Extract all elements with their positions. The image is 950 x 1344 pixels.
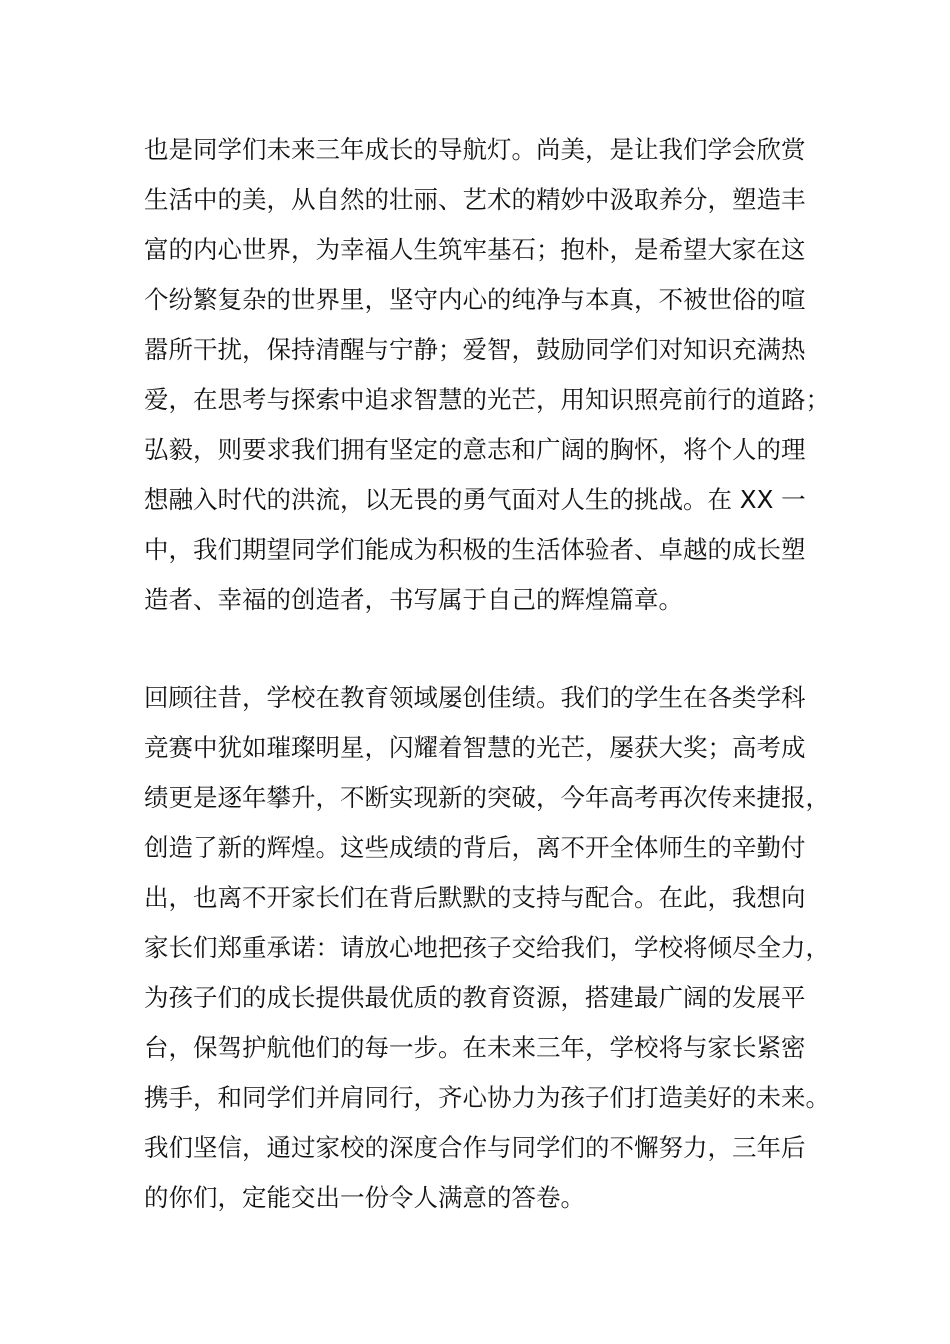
paragraph-line: 造者、幸福的创造者，书写属于自己的辉煌篇章。	[144, 585, 683, 614]
paragraph-line: 想融入时代的洪流，以无畏的勇气面对人生的挑战。在 XX 一	[144, 485, 806, 514]
paragraph-line: 创造了新的辉煌。这些成绩的背后，离不开全体师生的辛勤付	[144, 833, 806, 862]
paragraph-line: 我们坚信，通过家校的深度合作与同学们的不懈努力，三年后	[144, 1133, 806, 1162]
paragraph-school-motto	[144, 125, 834, 625]
paragraph-line: 绩更是逐年攀升，不断实现新的突破，今年高考再次传来捷报，	[144, 783, 830, 812]
paragraph-line: 富的内心世界，为幸福人生筑牢基石；抱朴，是希望大家在这	[144, 235, 806, 264]
paragraph-line: 为孩子们的成长提供最优质的教育资源，搭建最广阔的发展平	[144, 983, 806, 1012]
paragraph-line: 个纷繁复杂的世界里，坚守内心的纯净与本真，不被世俗的喧	[144, 285, 806, 314]
paragraph-line: 也是同学们未来三年成长的导航灯。尚美，是让我们学会欣赏	[144, 135, 806, 164]
paragraph-line: 竞赛中犹如璀璨明星，闪耀着智慧的光芒，屡获大奖；高考成	[144, 733, 806, 762]
paragraph-line: 回顾往昔，学校在教育领域屡创佳绩。我们的学生在各类学科	[144, 683, 806, 712]
paragraph-line: 嚣所干扰，保持清醒与宁静；爱智，鼓励同学们对知识充满热	[144, 335, 806, 364]
paragraph-line: 生活中的美，从自然的壮丽、艺术的精妙中汲取养分，塑造丰	[144, 185, 806, 214]
paragraph-line: 家长们郑重承诺：请放心地把孩子交给我们，学校将倾尽全力，	[144, 933, 830, 962]
paragraph-school-achievements	[144, 673, 834, 1223]
paragraph-line: 爱，在思考与探索中追求智慧的光芒，用知识照亮前行的道路；	[144, 385, 830, 414]
paragraph-line: 中，我们期望同学们能成为积极的生活体验者、卓越的成长塑	[144, 535, 806, 564]
paragraph-line: 携手，和同学们并肩同行，齐心协力为孩子们打造美好的未来。	[144, 1083, 830, 1112]
paragraph-line: 台，保驾护航他们的每一步。在未来三年，学校将与家长紧密	[144, 1033, 806, 1062]
paragraph-line: 出，也离不开家长们在背后默默的支持与配合。在此，我想向	[144, 883, 806, 912]
paragraph-line: 弘毅，则要求我们拥有坚定的意志和广阔的胸怀，将个人的理	[144, 435, 806, 464]
paragraph-line: 的你们，定能交出一份令人满意的答卷。	[144, 1183, 585, 1212]
